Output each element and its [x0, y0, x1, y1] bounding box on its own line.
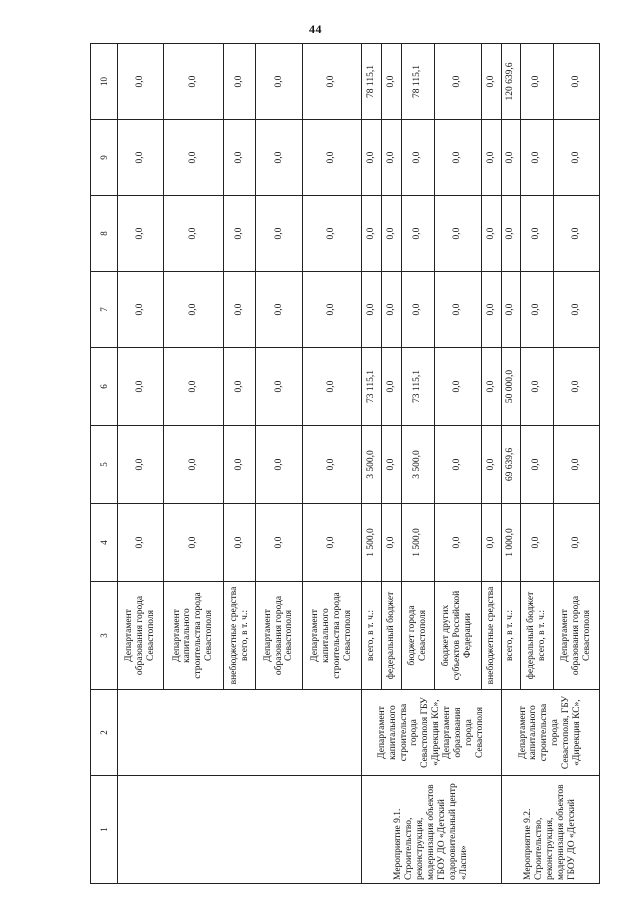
- value-cell: 0,0: [302, 504, 361, 582]
- funding-source-cell: внебюджетные средства всего, в т. ч.:: [223, 582, 256, 690]
- value-cell: 0,0: [164, 196, 223, 272]
- value-cell: 0,0: [164, 504, 223, 582]
- value-cell: 0,0: [521, 196, 554, 272]
- value-cell: 0,0: [501, 196, 520, 272]
- value-cell: 0,0: [434, 44, 481, 120]
- value-cell: 0,0: [401, 272, 434, 348]
- funding-source-cell: федеральный бюджет: [381, 582, 401, 690]
- funding-table: [90, 43, 600, 884]
- value-cell: 0,0: [302, 120, 361, 196]
- value-cell: 0,0: [164, 120, 223, 196]
- value-cell: 0,0: [553, 120, 599, 196]
- value-cell: 0,0: [401, 120, 434, 196]
- executor-cell: Департамент капитального строительства города Севастополя ГБУ «Дирекция КС», Департамент образования города Севастополя: [362, 690, 502, 776]
- value-cell: 0,0: [553, 196, 599, 272]
- column-header: 4: [91, 504, 118, 582]
- value-cell: 0,0: [223, 504, 256, 582]
- column-header: 6: [91, 348, 118, 426]
- column-header: 3: [91, 582, 118, 690]
- value-cell: 0,0: [521, 348, 554, 426]
- value-cell: 0,0: [223, 348, 256, 426]
- value-cell: 78 115,1: [401, 44, 434, 120]
- column-header: 9: [91, 120, 118, 196]
- value-cell: 0,0: [164, 272, 223, 348]
- value-cell: 0,0: [118, 272, 164, 348]
- value-cell: 0,0: [164, 348, 223, 426]
- value-cell: 0,0: [521, 44, 554, 120]
- value-cell: 69 639,6: [501, 426, 520, 504]
- table-row: [118, 44, 164, 884]
- value-cell: 50 000,0: [501, 348, 520, 426]
- value-cell: 0,0: [553, 504, 599, 582]
- value-cell: 0,0: [302, 348, 361, 426]
- funding-source-cell: внебюджетные средства: [481, 582, 501, 690]
- column-header: 7: [91, 272, 118, 348]
- value-cell: 0,0: [223, 272, 256, 348]
- column-header: 1: [91, 776, 118, 884]
- value-cell: 0,0: [302, 44, 361, 120]
- value-cell: 0,0: [381, 44, 401, 120]
- value-cell: 0,0: [256, 120, 302, 196]
- value-cell: 0,0: [481, 504, 501, 582]
- value-cell: 0,0: [223, 44, 256, 120]
- value-cell: 0,0: [434, 120, 481, 196]
- value-cell: 0,0: [553, 426, 599, 504]
- value-cell: 0,0: [553, 348, 599, 426]
- value-cell: 73 115,1: [362, 348, 382, 426]
- executor-cell: Департамент капитального строительства города Севастополя, ГБУ «Дирекция КС»,: [501, 690, 599, 776]
- funding-source-cell: Департамент капитального строительства города Севастополя: [164, 582, 223, 690]
- value-cell: 1 500,0: [401, 504, 434, 582]
- value-cell: 0,0: [164, 426, 223, 504]
- value-cell: 0,0: [362, 272, 382, 348]
- value-cell: 0,0: [302, 272, 361, 348]
- value-cell: 0,0: [553, 272, 599, 348]
- column-header: 10: [91, 44, 118, 120]
- value-cell: 3 500,0: [401, 426, 434, 504]
- funding-source-cell: Департамент образования города Севастополя: [256, 582, 302, 690]
- value-cell: 0,0: [434, 504, 481, 582]
- value-cell: 0,0: [164, 44, 223, 120]
- value-cell: 120 639,6: [501, 44, 520, 120]
- value-cell: 0,0: [118, 44, 164, 120]
- value-cell: 0,0: [481, 120, 501, 196]
- value-cell: 0,0: [256, 272, 302, 348]
- value-cell: 0,0: [256, 44, 302, 120]
- value-cell: 0,0: [381, 426, 401, 504]
- funding-source-cell: бюджет других субъектов Российской Федерации: [434, 582, 481, 690]
- value-cell: 0,0: [481, 426, 501, 504]
- measure-cell: Мероприятие 9.2. Строительство, реконструкция, модернизация объектов ГБОУ ДО «Детский: [501, 776, 599, 884]
- value-cell: 0,0: [118, 426, 164, 504]
- value-cell: 0,0: [118, 120, 164, 196]
- value-cell: 1 000,0: [501, 504, 520, 582]
- funding-source-cell: Департамент образования города Севастополя: [118, 582, 164, 690]
- funding-source-cell: всего, в т. ч.:: [362, 582, 382, 690]
- value-cell: 0,0: [553, 44, 599, 120]
- page-number: 44: [309, 22, 322, 36]
- value-cell: 0,0: [481, 272, 501, 348]
- column-header: 8: [91, 196, 118, 272]
- value-cell: 0,0: [521, 120, 554, 196]
- funding-source-cell: бюджет города Севастополя: [401, 582, 434, 690]
- value-cell: 0,0: [521, 272, 554, 348]
- value-cell: 0,0: [223, 196, 256, 272]
- value-cell: 1 500,0: [362, 504, 382, 582]
- value-cell: 0,0: [362, 196, 382, 272]
- funding-source-cell: федеральный бюджет всего, в т. ч.:: [521, 582, 554, 690]
- value-cell: 0,0: [256, 196, 302, 272]
- rotation-frame: [90, 44, 600, 884]
- measure-cell: Мероприятие 9.1. Строительство, реконструкция, модернизация объектов ГБОУ ДО «Детский оздоровительный центр «Ласпи»: [362, 776, 502, 884]
- value-cell: 0,0: [481, 44, 501, 120]
- value-cell: 0,0: [302, 426, 361, 504]
- value-cell: 0,0: [434, 348, 481, 426]
- value-cell: 0,0: [481, 196, 501, 272]
- value-cell: 0,0: [434, 272, 481, 348]
- value-cell: 0,0: [118, 348, 164, 426]
- value-cell: 0,0: [501, 272, 520, 348]
- rotated-table-container: [90, 44, 600, 884]
- value-cell: 0,0: [381, 196, 401, 272]
- value-cell: 0,0: [381, 272, 401, 348]
- table-body: [118, 44, 600, 884]
- measure-cell: [118, 776, 362, 884]
- column-header: 2: [91, 690, 118, 776]
- value-cell: 73 115,1: [401, 348, 434, 426]
- value-cell: 0,0: [381, 348, 401, 426]
- value-cell: 0,0: [501, 120, 520, 196]
- value-cell: 0,0: [256, 504, 302, 582]
- header-row: [91, 44, 118, 884]
- value-cell: 0,0: [381, 504, 401, 582]
- value-cell: 0,0: [256, 426, 302, 504]
- value-cell: 0,0: [381, 120, 401, 196]
- value-cell: 0,0: [401, 196, 434, 272]
- value-cell: 3 500,0: [362, 426, 382, 504]
- table-row: [362, 44, 382, 884]
- value-cell: 0,0: [434, 426, 481, 504]
- value-cell: 0,0: [118, 196, 164, 272]
- value-cell: 0,0: [223, 120, 256, 196]
- value-cell: 0,0: [223, 426, 256, 504]
- funding-source-cell: Департамент капитального строительства города Севастополя: [302, 582, 361, 690]
- value-cell: 0,0: [521, 426, 554, 504]
- column-header: 5: [91, 426, 118, 504]
- value-cell: 0,0: [362, 120, 382, 196]
- table-row: [501, 44, 520, 884]
- value-cell: 0,0: [521, 504, 554, 582]
- value-cell: 0,0: [302, 196, 361, 272]
- value-cell: 0,0: [118, 504, 164, 582]
- funding-source-cell: Департамент образования города Севастополя: [553, 582, 599, 690]
- executor-cell: [118, 690, 362, 776]
- funding-source-cell: всего, в т. ч.:: [501, 582, 520, 690]
- value-cell: 0,0: [434, 196, 481, 272]
- value-cell: 78 115,1: [362, 44, 382, 120]
- value-cell: 0,0: [481, 348, 501, 426]
- value-cell: 0,0: [256, 348, 302, 426]
